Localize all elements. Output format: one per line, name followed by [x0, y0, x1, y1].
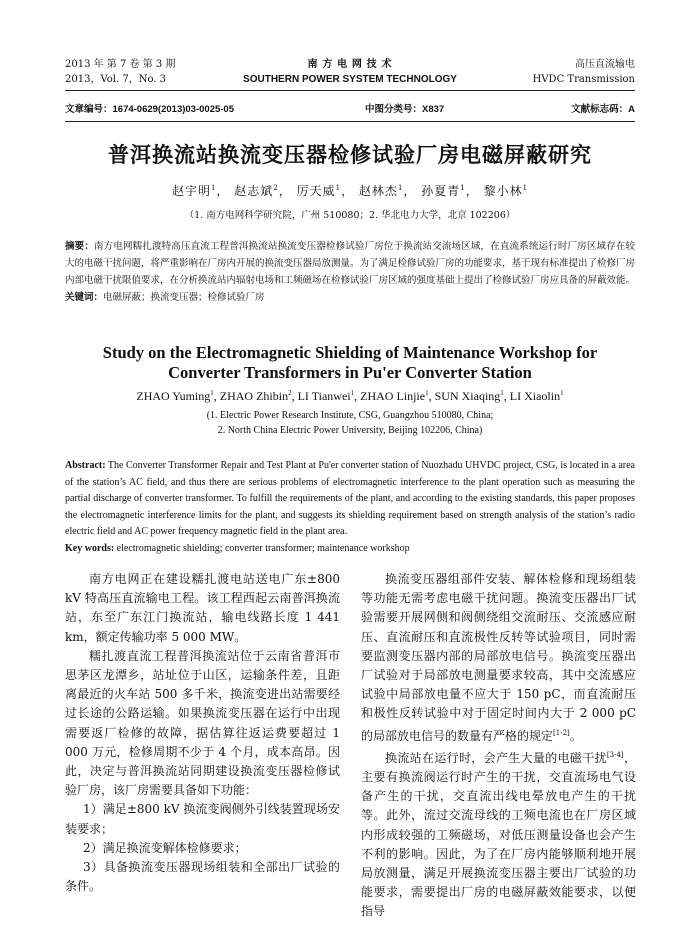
article-number: 文章编号：1674-0629(2013)03-0025-05: [65, 104, 234, 115]
author-en: LI Tianwei$^1$,: [297, 389, 361, 403]
abstract-cn-label: 摘要：: [65, 241, 94, 252]
journal-name-en: SOUTHERN POWER SYSTEM TECHNOLOGY: [243, 74, 457, 85]
journal-name-cn: 南 方 电 网 技 术: [307, 59, 393, 70]
list-item: 3）具备换流变压器现场组装和全部出厂试验的条件。: [65, 860, 340, 894]
meta-rule: [65, 121, 635, 122]
author-cn: 赵林杰$^1$，: [358, 184, 417, 198]
keywords-cn: 电磁屏蔽；换流变压器；检修试验厂房: [103, 292, 265, 303]
citation: [1-2]: [553, 728, 570, 737]
body-column-left: [65, 570, 340, 896]
keywords-cn-label: 关键词：: [65, 292, 104, 303]
author-en: ZHAO Zhibin$^2$,: [219, 389, 298, 403]
list-item: 1）满足±800 kV 换流变阀侧外引线装置现场安装要求；: [65, 802, 340, 836]
author-cn: 孙夏青$^1$，: [421, 184, 479, 198]
document-code: 文献标志码：A: [571, 104, 635, 115]
title-en: Study on the Electromagnetic Shielding of Maintenance Workshop for Converter Transformers in Pu'er Converter Station: [102, 343, 598, 382]
abstract-en-text: The Converter Transformer Repair and Test Plant at Pu'er converter station of Nuozhadu UHVDC project, CSG, is located in a area of the station’s AC field, and thus there are serious problems of electromagnetic interference to the plant operation such as measuring the partial discharge of converter transformer. To fulfill the requirements of the plant, and according to the existing standards, this paper proposes the electromagnetic interference limits for the plant, and suggests its shielding requirement based on strength analysis of the station’s radio electric field and AC power frequency magnetic field in the plant area.: [65, 460, 635, 537]
authors-cn: [40, 182, 660, 199]
clc-number: 中图分类号：X837: [365, 104, 445, 115]
journal-header: [65, 58, 635, 88]
author-cn: 厉天威$^1$，: [296, 184, 355, 198]
author-en: ZHAO Linjie$^1$,: [360, 389, 435, 403]
author-en: SUN Xiaqing$^1$,: [434, 389, 510, 403]
authors-en: [40, 389, 660, 404]
affiliation-cn: （1. 南方电网科学研究院，广州 510080；2. 华北电力大学，北京 102206）: [184, 210, 516, 221]
title-cn: 普洱换流站换流变压器检修试验厂房电磁屏蔽研究: [108, 143, 592, 167]
paragraph: 糯扎渡直流工程普洱换流站位于云南省普洱市思茅区龙潭乡，站址位于山区，运输条件差，且距离最近的火车站 500 多千米，换流变进出站需要经过长途的公路运输。如果换流变压器在运行中出现需要返厂检修的故障，据估算往返运费要超过 1 000 万元，检修周期不少于 4 个月，成本高昂。因此，决定与普洱换流站同期建设换流变压器检修试验厂房，该厂房需要具备如下功能：: [65, 648, 340, 798]
section-cn: 高压直流输电: [575, 59, 635, 70]
author-cn: 黎小林$^1$: [483, 184, 529, 198]
author-en: ZHAO Yuming$^1$,: [136, 389, 220, 403]
citation: [3-4]: [606, 750, 624, 759]
list-item: 2）满足换流变解体检修要求；: [83, 840, 247, 855]
section-en: HVDC Transmission: [532, 74, 635, 85]
author-en: LI Xiaolin$^1$: [509, 389, 564, 403]
author-cn: 赵宇明$^1$，: [171, 184, 230, 198]
paragraph: 换流变压器组部件安装、解体检修和现场组装等功能无需考虑电磁干扰问题。换流变压器出厂试验需要开展网侧和阀侧绕组交流耐压、交流感应耐压、直流耐压和直流极性反转等试验项目，同时需要监测变压器内部的局部放电信号。换流变压器出厂试验对于局部放电测量要求较高，其中交流感应试验中局部放电量不应大于 150 pC，而直流耐压和极性反转试验中对于固定时间内大于 2 000 pC 的局部放电信号的数量有严格的规定[1-2]。: [361, 572, 636, 743]
abstract-cn: [65, 238, 635, 306]
article-meta: [65, 101, 635, 115]
issue-cn: 2013 年 第 7 卷 第 3 期: [65, 59, 176, 70]
abstract-en: [65, 458, 635, 557]
abstract-cn-text: 南方电网糯扎渡特高压直流工程普洱换流站换流变压器检修试验厂房位于换流站交流场区域，在直流系统运行时厂房区域存在较大的电磁干扰问题，将严重影响在厂房内开展的换流变压器局放测量。为了满足检修试验厂房的功能要求，基于现有标准提出了检修厂房内部电磁干扰限值要求，在分析换流站内辐射电场和工频磁场在检修试验厂房区域的强度基础上提出了检修试验厂房应具备的屏蔽效能。: [65, 241, 636, 286]
author-cn: 赵志斌$^2$，: [234, 184, 292, 198]
issue-en: 2013，Vol. 7，No. 3: [65, 74, 167, 85]
paragraph: 换流站在运行时，会产生大量的电磁干扰[3-4]，主要有换流阀运行时产生的干扰，交直流场电气设备产生的干扰，交直流出线电晕放电产生的干扰等。此外，流过交流母线的工频电流也在厂房区域内形成较强的工频磁场，对低压测量设备也会产生不利的影响。因此，为了在厂房内能够顺利地开展局放测量，满足开展换流变压器主要出厂试验的功能要求，需要提出厂房的电磁屏蔽效能要求，以便指导: [361, 750, 636, 919]
affiliation-en: (1. Electric Power Research Institute, CSG, Guangzhou 510080, China; 2. North China Electric Power University, Beijing 102206, China): [206, 410, 494, 436]
abstract-en-label: Abstract:: [65, 460, 106, 471]
header-rule: [65, 90, 635, 91]
keywords-en: electromagnetic shielding; converter transformer; maintenance workshop: [116, 542, 410, 554]
paragraph: 南方电网正在建设糯扎渡电站送电广东±800 kV 特高压直流输电工程。该工程西起云南普洱换流站，东至广东江门换流站，输电线路长度 1 441 km，额定传输功率 5 000 MW。: [65, 572, 340, 644]
keywords-en-label: Key words:: [65, 542, 115, 554]
body-column-right: [361, 570, 636, 922]
